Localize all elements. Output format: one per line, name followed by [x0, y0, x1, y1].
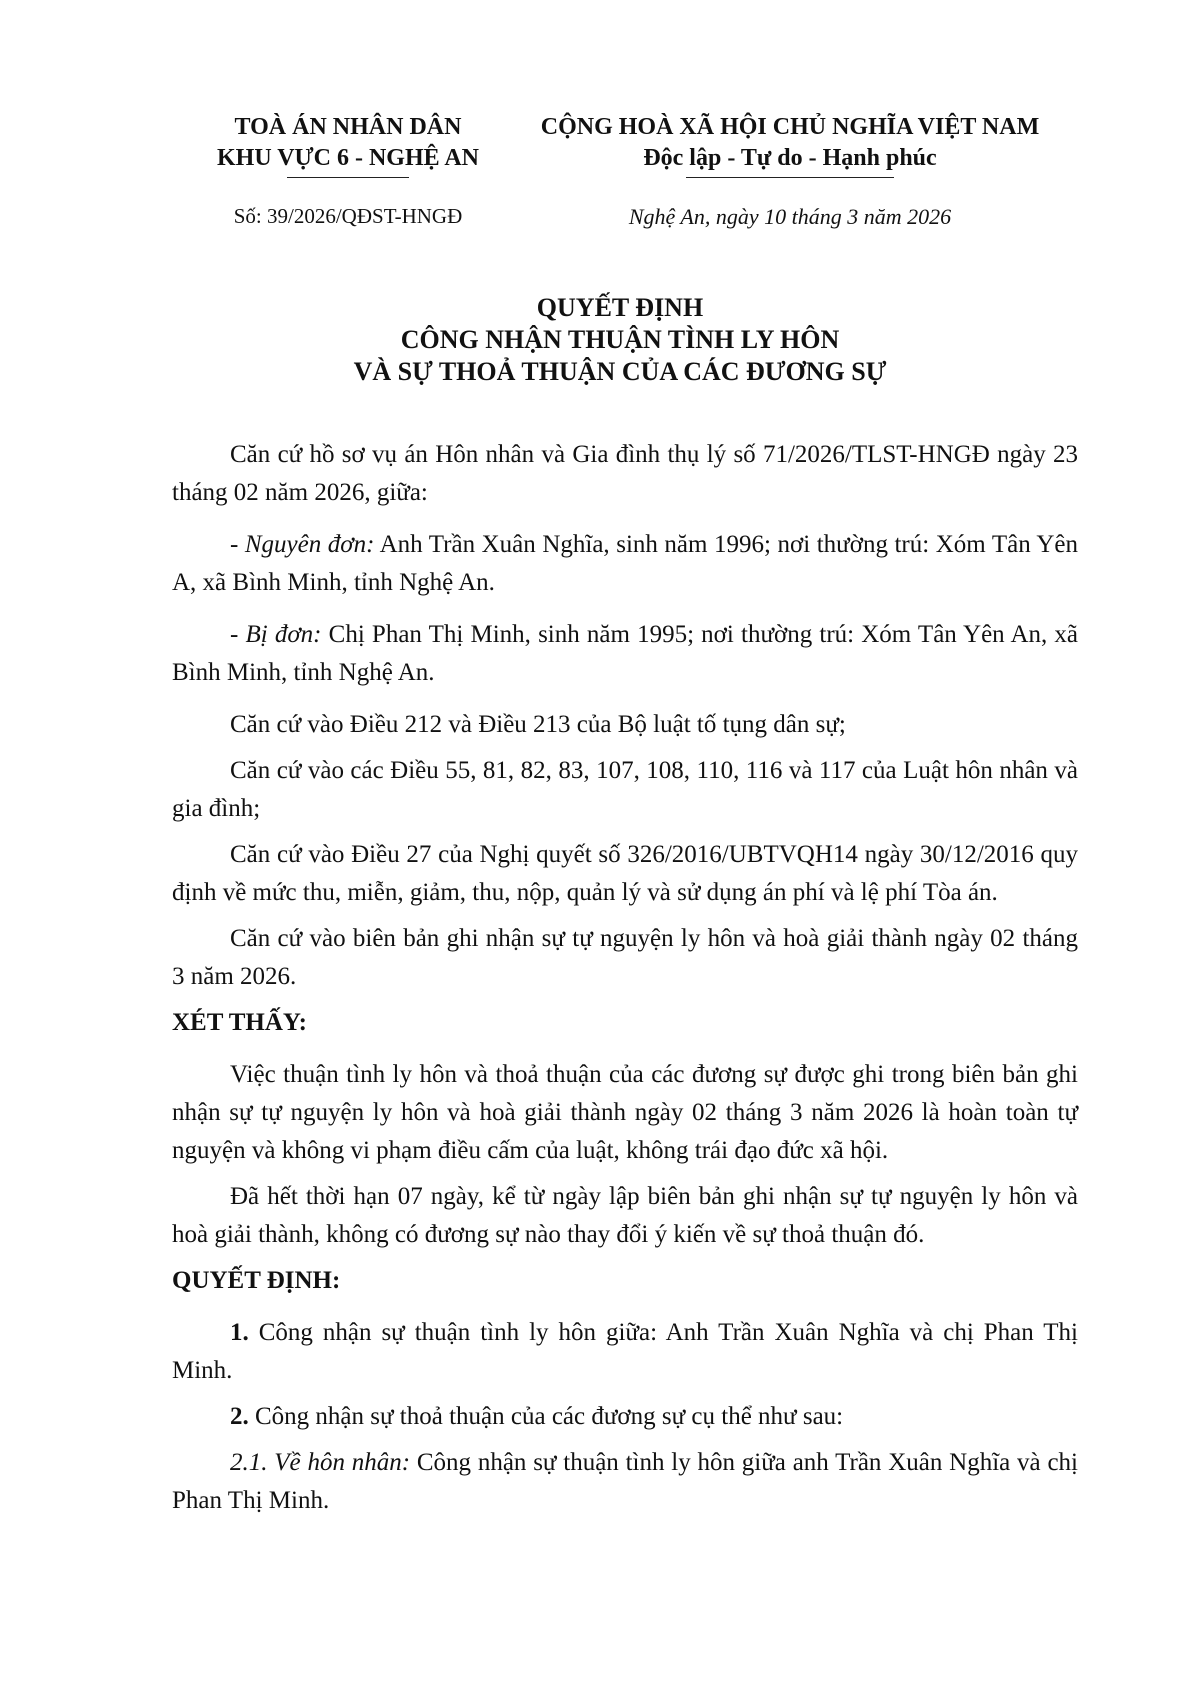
decision-heading: QUYẾT ĐỊNH:	[172, 1267, 341, 1294]
decision-item-1	[172, 1314, 1078, 1390]
decision-item-1-number: 1.	[230, 1319, 249, 1346]
court-underline	[287, 177, 409, 178]
national-block	[540, 112, 1040, 230]
document-title: QUYẾT ĐỊNH	[536, 293, 704, 322]
document-title-block	[170, 292, 1070, 388]
plaintiff-label: - Nguyên đơn:	[230, 531, 375, 558]
findings-paragraph-1: Việc thuận tình ly hôn và thoả thuận của các đương sự được ghi trong biên bản ghi nhận sự tự nguyện ly hôn và hoà giải thành ngày 02 tháng 3 năm 2026 là hoàn toàn tự nguyện và không vi phạm điều cấm của luật, không trái đạo đức xã hội.	[172, 1061, 1078, 1164]
basis-paragraph-1: Căn cứ vào Điều 212 và Điều 213 của Bộ luật tố tụng dân sự;	[230, 711, 846, 738]
decision-item-2-number: 2.	[230, 1403, 249, 1430]
decision-item-1-text: Công nhận sự thuận tình ly hôn giữa: Anh Trần Xuân Nghĩa và chị Phan Thị Minh.	[172, 1319, 1078, 1384]
basis-paragraph-4: Căn cứ vào biên bản ghi nhận sự tự nguyện ly hôn và hoà giải thành ngày 02 tháng 3 năm 2026.	[172, 925, 1078, 990]
document-header	[0, 112, 1191, 232]
findings-paragraph-2: Đã hết thời hạn 07 ngày, kể từ ngày lập biên bản ghi nhận sự tự nguyện ly hôn và hoà giải thành, không có đương sự nào thay đổi ý kiến về sự thoả thuận đó.	[172, 1183, 1078, 1248]
basis-paragraph-3: Căn cứ vào Điều 27 của Nghị quyết số 326/2016/UBTVQH14 ngày 30/12/2016 quy định về mức thu, miễn, giảm, thu, nộp, quản lý và sử dụng án phí và lệ phí Tòa án.	[172, 841, 1078, 906]
decision-item-2	[172, 1398, 1078, 1436]
motto-underline	[686, 177, 894, 178]
basis-paragraph-2: Căn cứ vào các Điều 55, 81, 82, 83, 107, 108, 110, 116 và 117 của Luật hôn nhân và gia đình;	[172, 757, 1078, 822]
defendant-paragraph	[172, 616, 1078, 692]
defendant-label: - Bị đơn:	[230, 621, 322, 648]
court-name-line2: KHU VỰC 6 - NGHỆ AN	[216, 145, 479, 171]
place-and-date: Nghệ An, ngày 10 tháng 3 năm 2026	[628, 204, 952, 229]
document-number: Số: 39/2026/QĐST-HNGĐ	[233, 204, 463, 228]
court-block	[168, 112, 528, 229]
findings-heading: XÉT THẤY:	[172, 1009, 308, 1036]
document-body	[172, 436, 1078, 1528]
basis-case-paragraph: Căn cứ hồ sơ vụ án Hôn nhân và Gia đình thụ lý số 71/2026/TLST-HNGĐ ngày 23 tháng 02 năm 2026, giữa:	[172, 441, 1078, 506]
decision-item-2-1-label: 2.1. Về hôn nhân:	[230, 1449, 411, 1476]
plaintiff-paragraph	[172, 526, 1078, 602]
document-subtitle-line1: CÔNG NHẬN THUẬN TÌNH LY HÔN	[400, 325, 840, 354]
court-name-line1: TOÀ ÁN NHÂN DÂN	[234, 114, 462, 140]
plaintiff-text: Anh Trần Xuân Nghĩa, sinh năm 1996; nơi thường trú: Xóm Tân Yên A, xã Bình Minh, tỉnh Nghệ An.	[172, 531, 1078, 596]
decision-item-2-1-text: Công nhận sự thuận tình ly hôn giữa anh Trần Xuân Nghĩa và chị Phan Thị Minh.	[172, 1449, 1078, 1514]
document-subtitle-line2: VÀ SỰ THOẢ THUẬN CỦA CÁC ĐƯƠNG SỰ	[353, 357, 887, 386]
decision-item-2-text: Công nhận sự thoả thuận của các đương sự cụ thể như sau:	[248, 1403, 844, 1430]
national-motto: Độc lập - Tự do - Hạnh phúc	[643, 145, 937, 171]
defendant-text: Chị Phan Thị Minh, sinh năm 1995; nơi thường trú: Xóm Tân Yên An, xã Bình Minh, tỉnh Nghệ An.	[172, 621, 1078, 686]
decision-item-2-1	[172, 1444, 1078, 1520]
national-title: CỘNG HOÀ XÃ HỘI CHỦ NGHĨA VIỆT NAM	[540, 114, 1040, 140]
